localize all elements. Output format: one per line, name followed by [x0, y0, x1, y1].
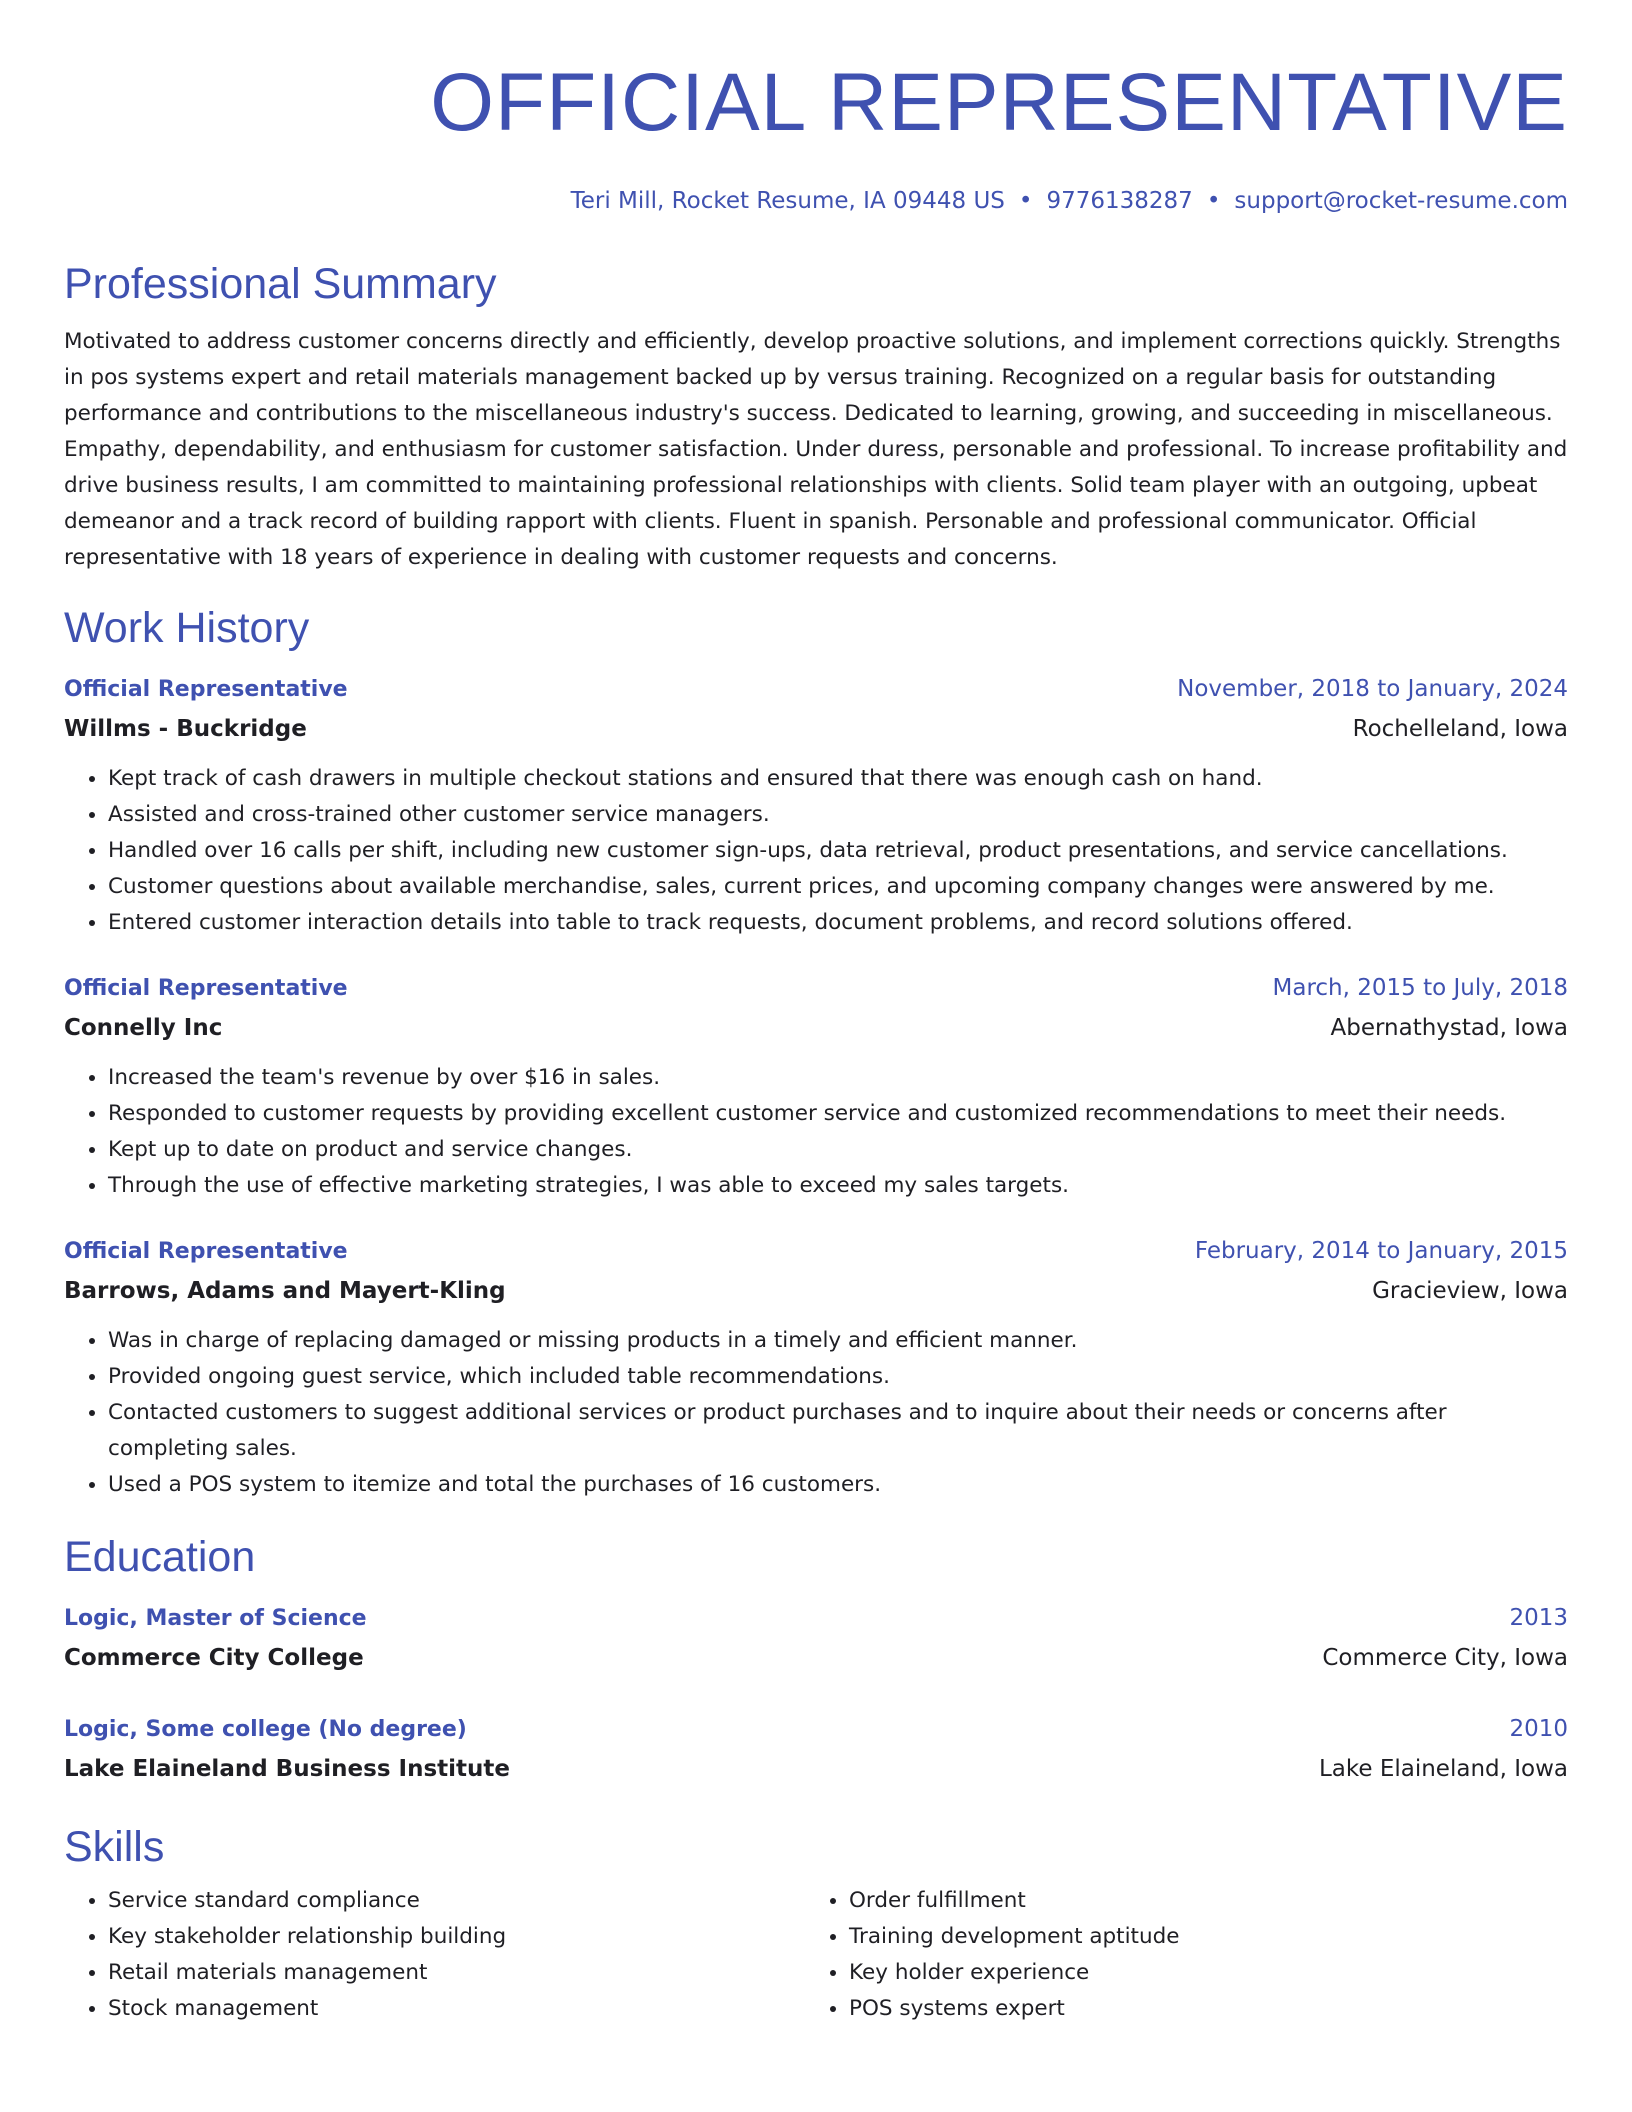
skill-item: • POS systems expert — [849, 1991, 1546, 2027]
education-entry — [64, 1599, 1568, 1678]
education-location: Commerce City, Iowa — [1322, 1645, 1568, 1671]
section-title-summary: Professional Summary — [64, 260, 497, 308]
job-dates: November, 2018 to January, 2024 — [1177, 676, 1568, 702]
education-school: Commerce City College — [64, 1645, 364, 1671]
skill-item: • Order fulfillment — [849, 1883, 1546, 1919]
job-entry — [64, 670, 1568, 941]
education-degree: Logic, Some college (No degree) — [64, 1717, 467, 1742]
job-bullet: • Provided ongoing guest service, which included table recommendations. — [108, 1359, 1568, 1395]
summary-text: Motivated to address customer concerns directly and efficiently, develop proactive solutions, and implement corrections quickly. Strengths in pos systems expert and retail materials management backed up by versus training. Recognized on a regular basis for outstanding performance and contributions to the miscellaneous industry's success. Dedicated to learning, growing, and succeeding in miscellaneous. Empathy, dependability, and enthusiasm for customer satisfaction. Under duress, personable and professional. To increase profitability and drive business results, I am committed to maintaining professional relationships with clients. Solid team player with an outgoing, upbeat demeanor and a track record of building rapport with clients. Fluent in spanish. Personable and professional communicator. Official representative with 18 years of experience in dealing with customer requests and concerns. — [64, 329, 1568, 570]
job-bullet: • Responded to customer requests by providing excellent customer service and customized recommendations to meet their needs. — [108, 1096, 1568, 1132]
section-title-skills: Skills — [64, 1823, 165, 1871]
education-year: 2013 — [1509, 1605, 1568, 1631]
job-bullets — [64, 761, 1568, 941]
job-dates: March, 2015 to July, 2018 — [1272, 975, 1568, 1001]
job-location: Abernathystad, Iowa — [1330, 1015, 1568, 1041]
job-bullet: • Handled over 16 calls per shift, including new customer sign-ups, data retrieval, product presentations, and service cancellations. — [108, 833, 1568, 869]
job-bullets — [64, 1060, 1568, 1204]
job-company: Connelly Inc — [64, 1015, 223, 1041]
skill-item: • Stock management — [108, 1991, 805, 2027]
job-bullet: • Was in charge of replacing damaged or missing products in a timely and efficient manner. — [108, 1323, 1568, 1359]
contact-email[interactable]: support@rocket-resume.com — [1234, 188, 1568, 214]
job-bullet: • Kept track of cash drawers in multiple checkout stations and ensured that there was enough cash on hand. — [108, 761, 1568, 797]
job-bullet: • Customer questions about available merchandise, sales, current prices, and upcoming company changes were answered by me. — [108, 869, 1568, 905]
job-bullet: • Kept up to date on product and service changes. — [108, 1132, 1568, 1168]
education-year: 2010 — [1509, 1716, 1568, 1742]
contact-separator: • — [1206, 188, 1221, 214]
skill-item: • Retail materials management — [108, 1955, 805, 1991]
job-entry — [64, 969, 1568, 1204]
skill-item: • Key stakeholder relationship building — [108, 1919, 805, 1955]
candidate-name: OFFICIAL REPRESENTATIVE — [430, 57, 1568, 148]
contact-line — [64, 186, 1568, 216]
job-bullet: • Used a POS system to itemize and total the purchases of 16 customers. — [108, 1467, 1568, 1503]
skill-item: • Service standard compliance — [108, 1883, 805, 1919]
job-company: Barrows, Adams and Mayert-Kling — [64, 1278, 506, 1304]
education-location: Lake Elaineland, Iowa — [1318, 1756, 1568, 1782]
job-title: Official Representative — [64, 976, 348, 1001]
job-bullet: • Contacted customers to suggest additional services or product purchases and to inquire about their needs or concerns after completing sales. — [108, 1395, 1568, 1467]
skill-item: • Training development aptitude — [849, 1919, 1546, 1955]
job-dates: February, 2014 to January, 2015 — [1194, 1238, 1568, 1264]
job-bullet: • Increased the team's revenue by over $16 in sales. — [108, 1060, 1568, 1096]
section-title-education: Education — [64, 1533, 256, 1581]
job-entry — [64, 1232, 1568, 1503]
section-title-work-history: Work History — [64, 604, 310, 652]
skills-list — [64, 1883, 1568, 2027]
job-bullet: • Through the use of effective marketing strategies, I was able to exceed my sales targets. — [108, 1168, 1568, 1204]
contact-address: Teri Mill, Rocket Resume, IA 09448 US — [570, 188, 1005, 214]
job-location: Rochelleland, Iowa — [1352, 716, 1568, 742]
education-degree: Logic, Master of Science — [64, 1606, 367, 1631]
skills-column-right — [805, 1883, 1546, 2027]
job-company: Willms - Buckridge — [64, 716, 307, 742]
job-location: Gracieview, Iowa — [1372, 1278, 1568, 1304]
education-entry — [64, 1710, 1568, 1789]
job-bullet: • Assisted and cross-trained other customer service managers. — [108, 797, 1568, 833]
skill-item: • Key holder experience — [849, 1955, 1546, 1991]
education-school: Lake Elaineland Business Institute — [64, 1756, 510, 1782]
skills-column-left — [64, 1883, 805, 2027]
job-title: Official Representative — [64, 677, 348, 702]
contact-phone: 9776138287 — [1046, 188, 1193, 214]
job-title: Official Representative — [64, 1239, 348, 1264]
resume-header — [64, 0, 1568, 216]
contact-separator: • — [1018, 188, 1033, 214]
job-bullets — [64, 1323, 1568, 1503]
job-bullet: • Entered customer interaction details into table to track requests, document problems, and record solutions offered. — [108, 905, 1568, 941]
